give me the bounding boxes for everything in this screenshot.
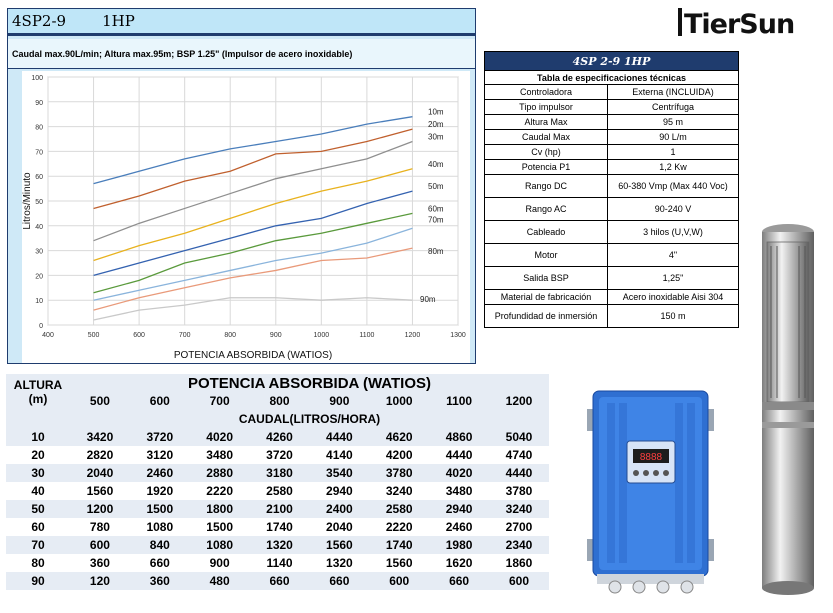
spec-key: Cableado <box>485 221 608 244</box>
spec-key: Controladora <box>485 85 608 100</box>
flow-cell: 4740 <box>489 446 549 464</box>
y-tick-label: 80 <box>35 124 43 132</box>
flow-cell: 1560 <box>369 554 429 572</box>
model-name: 4SP2-9 <box>12 12 67 30</box>
x-tick-label: 700 <box>178 332 191 339</box>
flow-cell: 4440 <box>489 464 549 482</box>
spec-value: 150 m <box>608 305 739 328</box>
spec-row <box>485 175 739 198</box>
flow-cell: 3480 <box>429 482 489 500</box>
series-label-10m: 10m <box>428 107 444 117</box>
spec-key: Material de fabricación <box>485 290 608 305</box>
flow-cell: 4620 <box>369 428 429 446</box>
spec-value: 90-240 V <box>608 198 739 221</box>
spec-value: Acero inoxidable Aisi 304 <box>608 290 739 305</box>
altura-cell: 30 <box>6 464 70 482</box>
y-tick-label: 40 <box>35 223 43 231</box>
x-tick-label: 1300 <box>450 332 466 339</box>
flow-cell: 2340 <box>489 536 549 554</box>
power-col-header: 1000 <box>369 392 429 410</box>
flow-cell: 2940 <box>309 482 369 500</box>
performance-chart <box>22 71 470 363</box>
power-col-header: 900 <box>309 392 369 410</box>
spec-key: Rango DC <box>485 175 608 198</box>
table-row <box>6 446 549 464</box>
x-axis-label: POTENCIA ABSORBIDA (WATIOS) <box>173 350 333 361</box>
spec-key: Caudal Max <box>485 130 608 145</box>
flow-cell: 1080 <box>130 518 190 536</box>
table-row <box>6 464 549 482</box>
x-tick-label: 600 <box>133 332 145 339</box>
flow-cell: 3420 <box>70 428 130 446</box>
flow-cell: 3780 <box>369 464 429 482</box>
y-tick-label: 60 <box>35 174 43 182</box>
series-label-90m: 90m <box>420 295 436 305</box>
spec-row <box>485 198 739 221</box>
x-tick-label: 400 <box>42 332 54 339</box>
x-tick-label: 1000 <box>313 332 330 339</box>
spec-value: 1,25" <box>608 267 739 290</box>
controller-drawing <box>583 389 718 594</box>
y-tick-label: 10 <box>35 298 43 306</box>
power-header: POTENCIA ABSORBIDA (WATIOS) <box>70 374 549 392</box>
spec-value: Centrífuga <box>608 100 739 115</box>
y-tick-label: 100 <box>31 75 43 82</box>
flow-cell: 900 <box>190 554 250 572</box>
table-row <box>6 572 549 590</box>
table-row <box>6 518 549 536</box>
spec-subtitle: Tabla de especificaciones técnicas <box>485 71 739 85</box>
model-power: 1HP <box>102 12 135 30</box>
flow-cell: 1980 <box>429 536 489 554</box>
flow-cell: 3480 <box>190 446 250 464</box>
flow-cell: 3780 <box>489 482 549 500</box>
flow-cell: 1320 <box>250 536 310 554</box>
series-label-70m: 70m <box>428 215 444 225</box>
spec-key: Rango AC <box>485 198 608 221</box>
altura-spacer <box>6 410 70 428</box>
flow-cell: 2400 <box>309 500 369 518</box>
flow-cell: 660 <box>429 572 489 590</box>
solar-controller-image <box>583 389 718 594</box>
spec-row <box>485 145 739 160</box>
flow-cell: 1800 <box>190 500 250 518</box>
flow-cell: 1860 <box>489 554 549 572</box>
pump-curve-panel <box>7 8 476 364</box>
series-label-80m: 80m <box>428 247 444 257</box>
flow-cell: 1200 <box>70 500 130 518</box>
flow-cell: 600 <box>70 536 130 554</box>
flow-cell: 1080 <box>190 536 250 554</box>
brand-name: TierSun <box>684 9 795 40</box>
altura-cell: 40 <box>6 482 70 500</box>
flow-cell: 2880 <box>190 464 250 482</box>
flow-cell: 4440 <box>309 428 369 446</box>
flow-cell: 2820 <box>70 446 130 464</box>
flow-cell: 360 <box>130 572 190 590</box>
spec-key: Tipo impulsor <box>485 100 608 115</box>
altura-header <box>6 374 70 410</box>
spec-value: 4" <box>608 244 739 267</box>
spec-row <box>485 100 739 115</box>
flow-cell: 1320 <box>309 554 369 572</box>
flow-cell: 2040 <box>70 464 130 482</box>
brand-logo <box>678 8 823 44</box>
spec-key: Altura Max <box>485 115 608 130</box>
flow-cell: 1140 <box>250 554 310 572</box>
altura-cell: 70 <box>6 536 70 554</box>
power-col-header: 800 <box>250 392 310 410</box>
flow-cell: 3540 <box>309 464 369 482</box>
flow-cell: 1920 <box>130 482 190 500</box>
table-row <box>6 500 549 518</box>
flow-cell: 1500 <box>190 518 250 536</box>
x-tick-label: 900 <box>269 332 282 339</box>
flow-cell: 1740 <box>250 518 310 536</box>
altura-cell: 80 <box>6 554 70 572</box>
series-label-20m: 20m <box>428 120 444 130</box>
series-label-50m: 50m <box>428 182 444 192</box>
altura-cell: 90 <box>6 572 70 590</box>
flow-cell: 3240 <box>369 482 429 500</box>
spec-key: Salida BSP <box>485 267 608 290</box>
table-row <box>6 536 549 554</box>
flow-cell: 360 <box>70 554 130 572</box>
flow-cell: 2460 <box>130 464 190 482</box>
flow-cell: 3180 <box>250 464 310 482</box>
y-tick-label: 90 <box>35 99 43 107</box>
flow-table <box>6 374 549 590</box>
model-header <box>8 9 475 36</box>
flow-cell: 2460 <box>429 518 489 536</box>
submersible-pump-image <box>755 222 821 598</box>
flow-cell: 5040 <box>489 428 549 446</box>
flow-cell: 600 <box>489 572 549 590</box>
flow-cell: 660 <box>130 554 190 572</box>
flow-cell: 4020 <box>429 464 489 482</box>
y-tick-label: 30 <box>35 248 43 256</box>
table-row <box>6 482 549 500</box>
flow-cell: 120 <box>70 572 130 590</box>
x-tick-label: 1100 <box>359 332 375 339</box>
power-col-header: 700 <box>190 392 250 410</box>
flow-header: CAUDAL(LITROS/HORA) <box>70 410 549 428</box>
table-row <box>6 428 549 446</box>
spec-value: 60-380 Vmp (Max 440 Voc) <box>608 175 739 198</box>
flow-cell: 660 <box>250 572 310 590</box>
series-label-30m: 30m <box>428 132 444 142</box>
series-label-60m: 60m <box>428 204 444 214</box>
power-col-header: 1200 <box>489 392 549 410</box>
flow-cell: 3720 <box>130 428 190 446</box>
flow-cell: 3720 <box>250 446 310 464</box>
power-col-header: 600 <box>130 392 190 410</box>
spec-value: 3 hilos (U,V,W) <box>608 221 739 244</box>
altura-cell: 50 <box>6 500 70 518</box>
spec-value: Externa (INCLUIDA) <box>608 85 739 100</box>
spec-key: Motor <box>485 244 608 267</box>
spec-value: 1,2 Kw <box>608 160 739 175</box>
spec-table <box>484 51 739 328</box>
x-tick-label: 1200 <box>404 332 421 339</box>
spec-value: 90 L/m <box>608 130 739 145</box>
altura-cell: 60 <box>6 518 70 536</box>
flow-cell: 4260 <box>250 428 310 446</box>
flow-cell: 1560 <box>70 482 130 500</box>
flow-cell: 4140 <box>309 446 369 464</box>
flow-cell: 4200 <box>369 446 429 464</box>
spec-key: Profundidad de inmersión <box>485 305 608 328</box>
spec-row <box>485 305 739 328</box>
spec-row <box>485 115 739 130</box>
spec-title: 4SP 2-9 1HP <box>485 52 739 71</box>
y-tick-label: 50 <box>35 199 43 206</box>
x-tick-label: 500 <box>87 332 100 339</box>
logo-bar-icon <box>678 8 682 36</box>
power-col-header: 500 <box>70 392 130 410</box>
flow-cell: 2220 <box>190 482 250 500</box>
power-col-header: 1100 <box>429 392 489 410</box>
flow-cell: 2100 <box>250 500 310 518</box>
flow-cell: 840 <box>130 536 190 554</box>
spec-row <box>485 85 739 100</box>
spec-value: 1 <box>608 145 739 160</box>
altura-cell: 10 <box>6 428 70 446</box>
flow-cell: 4020 <box>190 428 250 446</box>
flow-cell: 2580 <box>250 482 310 500</box>
flow-cell: 2220 <box>369 518 429 536</box>
spec-row <box>485 290 739 305</box>
controller-display: 8888 <box>639 452 663 463</box>
flow-cell: 480 <box>190 572 250 590</box>
flow-cell: 1500 <box>130 500 190 518</box>
flow-cell: 4860 <box>429 428 489 446</box>
flow-cell: 1560 <box>309 536 369 554</box>
flow-cell: 3240 <box>489 500 549 518</box>
x-tick-label: 800 <box>224 332 237 339</box>
spec-row <box>485 130 739 145</box>
altura-unit: (m) <box>28 392 48 406</box>
spec-row <box>485 244 739 267</box>
flow-cell: 2700 <box>489 518 549 536</box>
flow-cell: 780 <box>70 518 130 536</box>
spec-row <box>485 160 739 175</box>
flow-cell: 600 <box>369 572 429 590</box>
flow-cell: 3120 <box>130 446 190 464</box>
spec-row <box>485 221 739 244</box>
flow-cell: 2040 <box>309 518 369 536</box>
spec-summary: Caudal max.90L/min; Altura max.95m; BSP 1.25" (Impulsor de acero inoxidable) <box>8 39 475 69</box>
flow-cell: 1740 <box>369 536 429 554</box>
flow-cell: 2580 <box>369 500 429 518</box>
y-tick-label: 0 <box>39 323 43 330</box>
flow-cell: 660 <box>309 572 369 590</box>
y-tick-label: 20 <box>35 273 43 281</box>
flow-cell: 1620 <box>429 554 489 572</box>
pump-drawing <box>755 222 821 598</box>
series-label-40m: 40m <box>428 159 444 169</box>
flow-cell: 4440 <box>429 446 489 464</box>
altura-label: ALTURA <box>13 378 63 392</box>
spec-key: Cv (hp) <box>485 145 608 160</box>
y-axis-label: Litros/Minuto <box>22 172 33 230</box>
spec-key: Potencia P1 <box>485 160 608 175</box>
y-tick-label: 70 <box>35 149 43 157</box>
flow-cell: 2940 <box>429 500 489 518</box>
chart-area <box>22 71 470 363</box>
altura-cell: 20 <box>6 446 70 464</box>
spec-value: 95 m <box>608 115 739 130</box>
spec-row <box>485 267 739 290</box>
table-row <box>6 554 549 572</box>
